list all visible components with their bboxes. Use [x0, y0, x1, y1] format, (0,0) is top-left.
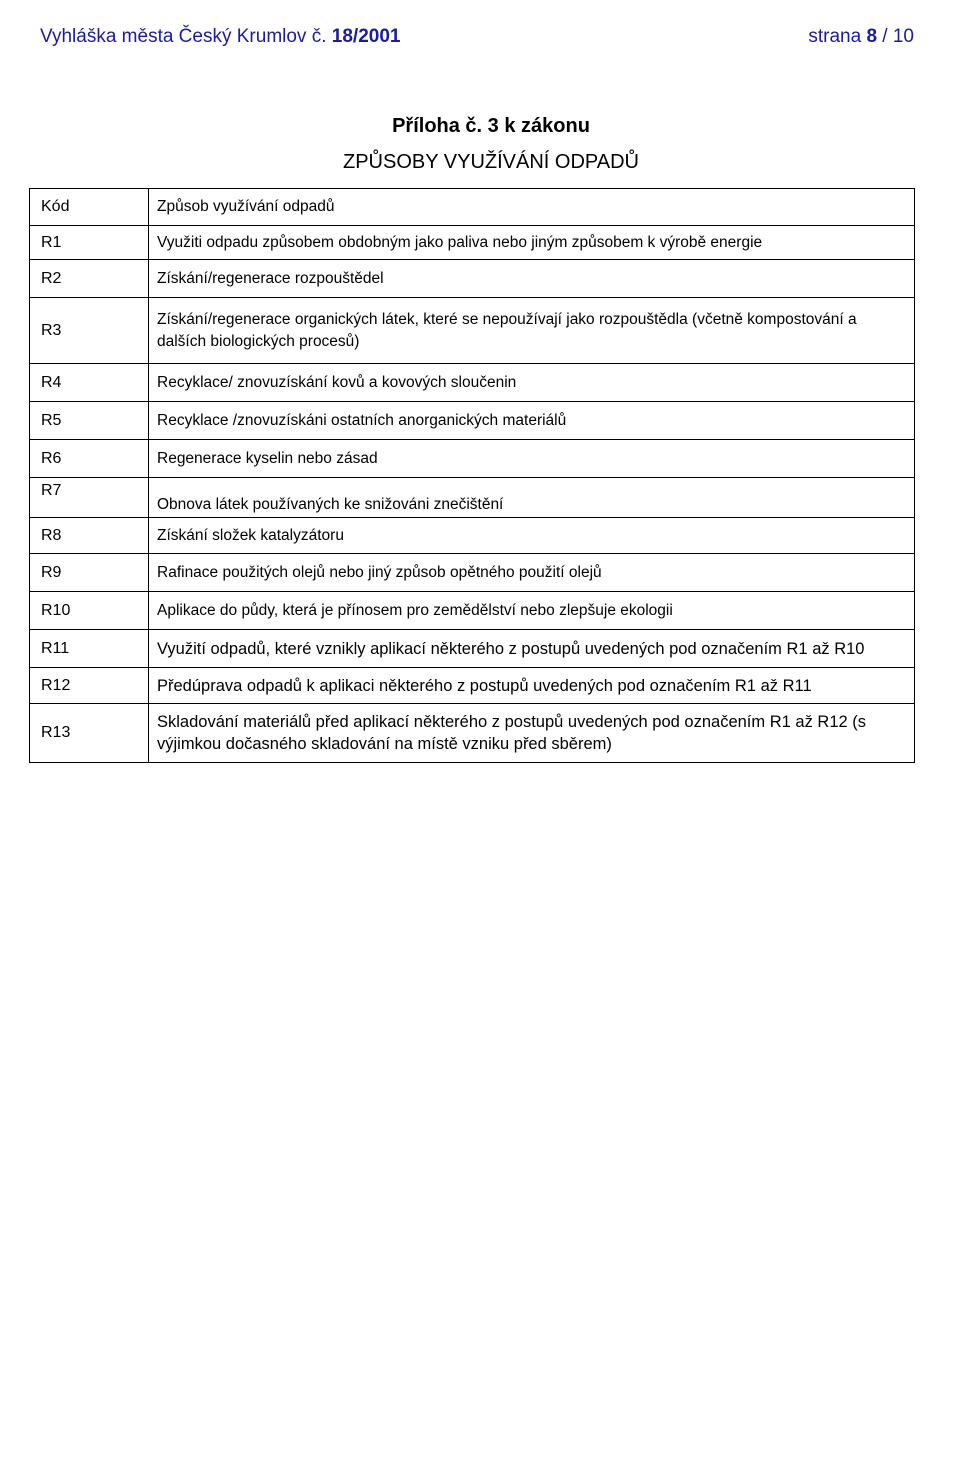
row-description: Získání/regenerace rozpouštědel	[149, 260, 915, 298]
table-row	[30, 554, 915, 592]
row-code: R7	[30, 478, 149, 518]
row-code: R6	[30, 440, 149, 478]
row-code: R4	[30, 364, 149, 402]
row-code: R3	[30, 298, 149, 364]
table-row	[30, 364, 915, 402]
table-row	[30, 260, 915, 298]
row-description: Využiti odpadu způsobem obdobným jako paliva nebo jiným způsobem k výrobě energie	[149, 226, 915, 260]
code-column-header: Kód	[30, 189, 149, 226]
row-code: R13	[30, 704, 149, 763]
annex-title: Příloha č. 3 k zákonu	[392, 115, 590, 137]
table-row	[30, 668, 915, 704]
page-number-prefix: strana	[808, 26, 867, 47]
row-description: Aplikace do půdy, která je přínosem pro zemědělství nebo zlepšuje ekologii	[149, 592, 915, 630]
row-code: R12	[30, 668, 149, 704]
page-header	[40, 26, 914, 52]
page-separator: /	[877, 26, 893, 47]
row-description: Skladování materiálů před aplikací některého z postupů uvedených pod označením R1 až R12 (s výjimkou dočasného skladování na místě vzniku před sběrem)	[149, 704, 915, 763]
total-pages: 10	[892, 26, 914, 47]
row-description: Získání/regenerace organických látek, které se nepoužívají jako rozpouštědla (včetně kompostování a dalších biologických procesů)	[149, 298, 915, 364]
table-row	[30, 518, 915, 554]
section-title: ZPŮSOBY VYUŽÍVÁNÍ ODPADŮ	[343, 151, 639, 173]
table-row	[30, 298, 915, 364]
row-description: Získání složek katalyzátoru	[149, 518, 915, 554]
document-reference	[40, 26, 400, 48]
row-description: Regenerace kyselin nebo zásad	[149, 440, 915, 478]
table-row	[30, 478, 915, 518]
table-row	[30, 226, 915, 260]
row-code: R11	[30, 630, 149, 668]
row-description: Obnova látek používaných ke snižováni znečištění	[149, 478, 915, 518]
row-code: R1	[30, 226, 149, 260]
description-column-header: Způsob využívání odpadů	[149, 189, 915, 226]
row-code: R2	[30, 260, 149, 298]
page-number	[808, 26, 914, 48]
table-header-row	[30, 189, 915, 226]
row-description: Využití odpadů, které vznikly aplikací některého z postupů uvedených pod označením R1 až R10	[149, 630, 915, 668]
table-row	[30, 592, 915, 630]
row-description: Recyklace /znovuzískáni ostatních anorganických materiálů	[149, 402, 915, 440]
row-code: R8	[30, 518, 149, 554]
row-description: Předúprava odpadů k aplikaci některého z postupů uvedených pod označením R1 až R11	[149, 668, 915, 704]
row-description: Rafinace použitých olejů nebo jiný způsob opětného použití olejů	[149, 554, 915, 592]
document-reference-prefix: Vyhláška města Český Krumlov č.	[40, 26, 332, 47]
row-code: R5	[30, 402, 149, 440]
table-row	[30, 704, 915, 763]
table-row	[30, 402, 915, 440]
table-row	[30, 630, 915, 668]
table-row	[30, 440, 915, 478]
current-page: 8	[866, 26, 878, 47]
row-description: Recyklace/ znovuzískání kovů a kovových sloučenin	[149, 364, 915, 402]
waste-recovery-table	[29, 188, 915, 763]
row-code: R10	[30, 592, 149, 630]
document-number: 18/2001	[331, 26, 401, 47]
row-code: R9	[30, 554, 149, 592]
